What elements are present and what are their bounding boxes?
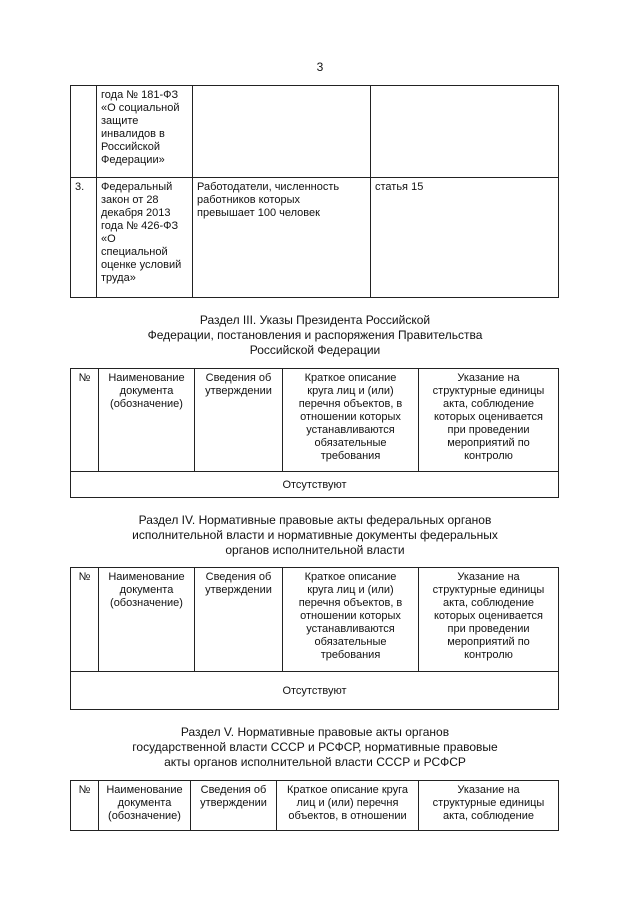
text-line: мероприятий по (447, 636, 530, 648)
text-line: устанавливаются (306, 424, 395, 436)
page-number: 3 (316, 60, 324, 74)
empty-status: Отсутствуют (71, 472, 559, 498)
text-line: устанавливаются (306, 623, 395, 635)
empty-status: Отсутствуют (71, 672, 559, 710)
table-row (71, 672, 559, 710)
text-line: которых оценивается (433, 411, 544, 423)
table-row (71, 86, 559, 178)
text-line: Краткое описание (304, 571, 397, 583)
text-line: инвалидов в (101, 128, 165, 140)
text-line: Работодатели, численность (197, 181, 340, 193)
text-line: контролю (464, 450, 513, 462)
text-line: документа (117, 797, 172, 809)
articles-cell (371, 86, 559, 178)
text-line: структурные единицы (432, 584, 545, 596)
text-line: года № 181-ФЗ (101, 89, 179, 101)
text-line: при проведении (447, 424, 530, 436)
header-approval-info (195, 568, 283, 672)
text-line: Наименование (108, 571, 185, 583)
document-name-cell (97, 86, 193, 178)
text-line: акта, соблюдение (442, 398, 535, 410)
text-line: круга лиц и (или) (307, 385, 394, 397)
text-line: акта, соблюдение (442, 810, 535, 822)
heading-line: Раздел V. Нормативные правовые акты органов (180, 725, 450, 739)
text-line: «О социальной (101, 102, 180, 114)
text-line: объектов, в отношении (288, 810, 407, 822)
text-line: отношении которых (300, 610, 401, 622)
table-header-row (71, 781, 559, 831)
text-line: при проведении (447, 623, 530, 635)
text-line: Наименование (106, 784, 183, 796)
header-structural-units (419, 568, 559, 672)
table-header-row (71, 568, 559, 672)
section-4-table (70, 567, 559, 710)
text-line: специальной (101, 246, 168, 258)
heading-line: Раздел IV. Нормативные правовые акты федеральных органов (138, 513, 492, 527)
text-line: превышает 100 человек (197, 207, 320, 219)
text-line: контролю (464, 649, 513, 661)
header-approval-info (195, 369, 283, 472)
text-line: лиц и (или) перечня (296, 797, 399, 809)
table-row (71, 178, 559, 298)
heading-line: исполнительной власти и нормативные документы федеральных (132, 528, 498, 542)
header-number: № (71, 568, 99, 672)
text-line: утверждении (205, 584, 272, 596)
text-line: Российской (101, 141, 160, 153)
table-header-row (71, 369, 559, 472)
text-line: «О (101, 233, 116, 245)
row-number (71, 86, 97, 178)
section-3-heading (70, 313, 560, 358)
text-line: обязательные (314, 636, 387, 648)
row-number: 3. (71, 178, 97, 298)
header-description (283, 568, 419, 672)
header-number: № (71, 781, 99, 831)
header-structural-units (419, 781, 559, 831)
text-line: оценке условий (101, 259, 182, 271)
text-line: Указание на (457, 784, 520, 796)
text-line: Сведения об (205, 571, 272, 583)
text-line: Указание на (457, 571, 520, 583)
text-line: круга лиц и (или) (307, 584, 394, 596)
text-line: утверждении (205, 385, 272, 397)
text-line: мероприятий по (447, 437, 530, 449)
persons-cell (193, 86, 371, 178)
text-line: закон от 28 (101, 194, 159, 206)
text-line: структурные единицы (432, 797, 545, 809)
text-line: года № 426-ФЗ (101, 220, 179, 232)
text-line: Указание на (457, 372, 520, 384)
text-line: Наименование (108, 372, 185, 384)
text-line: Сведения об (200, 784, 267, 796)
section-3-table (70, 368, 559, 498)
text-line: Сведения об (205, 372, 272, 384)
text-line: перечня объектов, в (298, 597, 403, 609)
text-line: документа (119, 385, 174, 397)
heading-line: Раздел III. Указы Президента Российской (199, 313, 431, 327)
header-structural-units (419, 369, 559, 472)
text-line: отношении которых (300, 411, 401, 423)
text-line: требования (320, 649, 381, 661)
heading-line: органов исполнительной власти (225, 543, 405, 557)
header-description (283, 369, 419, 472)
text-line: труда» (101, 272, 136, 284)
document-name-cell (97, 178, 193, 298)
text-line: Федеральный (101, 181, 173, 193)
text-line: утверждении (200, 797, 267, 809)
persons-cell (193, 178, 371, 298)
header-document-name (99, 781, 191, 831)
text-line: перечня объектов, в (298, 398, 403, 410)
text-line: документа (119, 584, 174, 596)
table-row (71, 472, 559, 498)
articles-cell: статья 15 (371, 178, 559, 298)
heading-line: Федерации, постановления и распоряжения Правительства (147, 328, 483, 342)
header-document-name (99, 568, 195, 672)
text-line: которых оценивается (433, 610, 544, 622)
heading-line: Российской Федерации (249, 343, 381, 357)
section-5-heading (70, 725, 560, 770)
text-line: обязательные (314, 437, 387, 449)
heading-line: государственной власти СССР и РСФСР, нормативные правовые (132, 740, 498, 754)
header-document-name (99, 369, 195, 472)
text-line: Краткое описание (304, 372, 397, 384)
section-5-table (70, 780, 559, 831)
text-line: акта, соблюдение (442, 597, 535, 609)
section-4-heading (70, 513, 560, 558)
text-line: защите (101, 115, 139, 127)
text-line: работников которых (197, 194, 300, 206)
text-line: требования (320, 450, 381, 462)
text-line: (обозначение) (110, 597, 183, 609)
text-line: (обозначение) (108, 810, 181, 822)
heading-line: акты органов исполнительной власти СССР и РСФСР (164, 755, 466, 769)
header-number: № (71, 369, 99, 472)
text-line: Краткое описание круга (286, 784, 409, 796)
federal-laws-table (70, 85, 559, 298)
header-description (277, 781, 419, 831)
text-line: Федерации» (101, 154, 165, 166)
header-approval-info (191, 781, 277, 831)
text-line: декабря 2013 (101, 207, 171, 219)
text-line: (обозначение) (110, 398, 183, 410)
text-line: структурные единицы (432, 385, 545, 397)
